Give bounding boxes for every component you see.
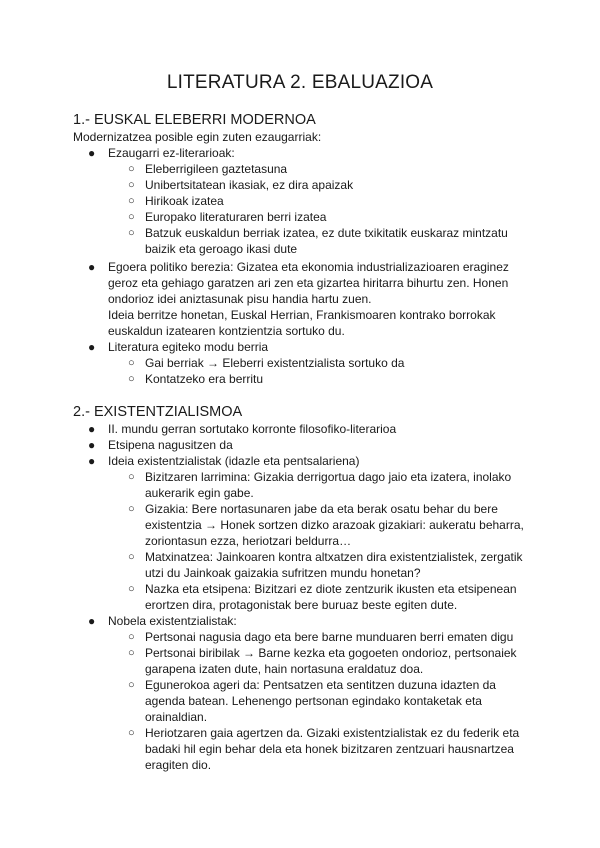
- circle-bullet-icon: ○: [128, 211, 135, 223]
- circle-bullet-icon: ○: [128, 179, 135, 191]
- list-item-text: Literatura egiteko modu berria: [108, 340, 269, 354]
- sub-list-item: [128, 677, 535, 725]
- list-item-text-continued: Ideia berritze honetan, Euskal Herrian, Frankismoaren kontrako borrokak euskaldun izatearen kontzientzia sortuko du.: [108, 308, 496, 338]
- bullet-icon: ●: [88, 340, 96, 354]
- circle-bullet-icon: ○: [128, 551, 135, 563]
- sub-list-item: [128, 161, 535, 177]
- sub-list-item: [128, 355, 535, 371]
- list-item: [88, 421, 528, 437]
- circle-bullet-icon: ○: [128, 631, 135, 643]
- bullet-icon: ●: [88, 146, 96, 160]
- circle-bullet-icon: ○: [128, 227, 135, 239]
- list-item: [88, 145, 528, 161]
- circle-bullet-icon: ○: [128, 583, 135, 595]
- sub-list-item-text: Eleberrigileen gaztetasuna: [145, 162, 288, 176]
- list-item-text: Egoera politiko berezia: Gizatea eta ekonomia industrializazioaren eraginez geroz eta gehiago garatzen ari zen eta gizartea hiritarra bihurtu zen. Honen ondorioz idei aniztasunak pisu handia hartu zuen.: [108, 260, 509, 306]
- list-item-text: Ideia existentzialistak (idazle eta pentsalariena): [108, 454, 360, 468]
- circle-bullet-icon: ○: [128, 471, 135, 483]
- bullet-icon: ●: [88, 454, 96, 468]
- bullet-icon: ●: [88, 614, 96, 628]
- circle-bullet-icon: ○: [128, 647, 135, 659]
- sub-list-item-text: Nazka eta etsipena: Bizitzari ez diote zentzurik ikusten eta etsipenean erortzen dira, protagonistak bere buruaz beste egiten dute.: [145, 582, 517, 612]
- sub-list-item-text: Hirikoak izatea: [145, 194, 224, 208]
- sub-list-item: [128, 177, 535, 193]
- sub-list-item-text: Kontatzeko era berritu: [145, 372, 264, 386]
- list-item: [88, 453, 528, 469]
- sub-list-item-text: Batzuk euskaldun berriak izatea, ez dute txikitatik euskaraz mintzatu baizik eta geroago ikasi dute: [145, 226, 508, 256]
- list-item: [88, 437, 528, 453]
- sub-list-item: [128, 225, 535, 257]
- sub-list-item-text: Unibertsitatean ikasiak, ez dira apaizak: [145, 178, 354, 192]
- bullet-icon: ●: [88, 438, 96, 452]
- document-title: LITERATURA 2. EBALUAZIOA: [166, 72, 434, 93]
- sub-list-item: [128, 645, 535, 677]
- sub-list-item-text: Matxinatzea: Jainkoaren kontra altxatzen dira existentzialistek, zergatik utzi du Jainkoak gaizakia sufritzen mundu honetan?: [145, 550, 523, 580]
- bullet-icon: ●: [88, 260, 96, 274]
- sub-list-item: [128, 469, 535, 501]
- list-item-text: Etsipena nagusitzen da: [108, 438, 233, 452]
- sub-list-item-text: Egunerokoa ageri da: Pentsatzen eta sentitzen duzuna idazten da agenda batean. Lehenengo pertsonan egindako kontaketak eta orainaldian.: [145, 678, 496, 724]
- circle-bullet-icon: ○: [128, 727, 135, 739]
- sub-list-item: [128, 209, 535, 225]
- sub-list-item-text: Gizakia: Bere nortasunaren jabe da eta berak osatu behar du bere existentzia → Honek sortzen dizko arazoak gizakiari: aukeratu beharra, zoriontasun ezza, heriotzari beldurra…: [145, 502, 524, 548]
- circle-bullet-icon: ○: [128, 195, 135, 207]
- list-item: [88, 339, 528, 355]
- sub-list-item: [128, 581, 535, 613]
- sub-list-item-text: Pertsonai biribilak → Barne kezka eta gogoeten ondorioz, pertsonaiek garapena izaten dute, hain nortasuna eraldatuz doa.: [145, 646, 517, 676]
- list-item: [88, 613, 528, 629]
- section-1-heading: 1.- EUSKAL ELEBERRI MODERNOA: [73, 112, 316, 128]
- bullet-icon: ●: [88, 422, 96, 436]
- sub-list-item-text: Pertsonai nagusia dago eta bere barne munduaren berri ematen digu: [145, 630, 514, 644]
- sub-list-item-text: Europako literaturaren berri izatea: [145, 210, 327, 224]
- circle-bullet-icon: ○: [128, 503, 135, 515]
- circle-bullet-icon: ○: [128, 357, 135, 369]
- section-2-heading: 2.- EXISTENTZIALISMOA: [73, 404, 243, 420]
- list-item-text: II. mundu gerran sortutako korronte filosofiko-literarioa: [108, 422, 397, 436]
- circle-bullet-icon: ○: [128, 679, 135, 691]
- sub-list-item-text: Bizitzaren larrimina: Gizakia derrigortua dago jaio eta izatera, inolako aukerarik egin gabe.: [145, 470, 512, 500]
- sub-list-item: [128, 725, 535, 773]
- sub-list-item: [128, 549, 535, 581]
- sub-list-item-text: Heriotzaren gaia agertzen da. Gizaki existentzialistak ez du federik eta badaki hil egin behar dela eta honek bizitzaren zentzuari hausnartzea eragiten dio.: [145, 726, 520, 772]
- list-item-text: Ezaugarri ez-literarioak:: [108, 146, 235, 160]
- sub-list-item: [128, 501, 535, 549]
- sub-list-item: [128, 629, 535, 645]
- section-1-intro: Modernizatzea posible egin zuten ezaugarriak:: [73, 130, 322, 144]
- sub-list-item: [128, 193, 535, 209]
- sub-list-item-text: Gai berriak → Eleberri existentzialista sortuko da: [145, 356, 405, 370]
- list-item: [88, 259, 528, 339]
- circle-bullet-icon: ○: [128, 163, 135, 175]
- circle-bullet-icon: ○: [128, 373, 135, 385]
- sub-list-item: [128, 371, 535, 387]
- list-item-text: Nobela existentzialistak:: [108, 614, 237, 628]
